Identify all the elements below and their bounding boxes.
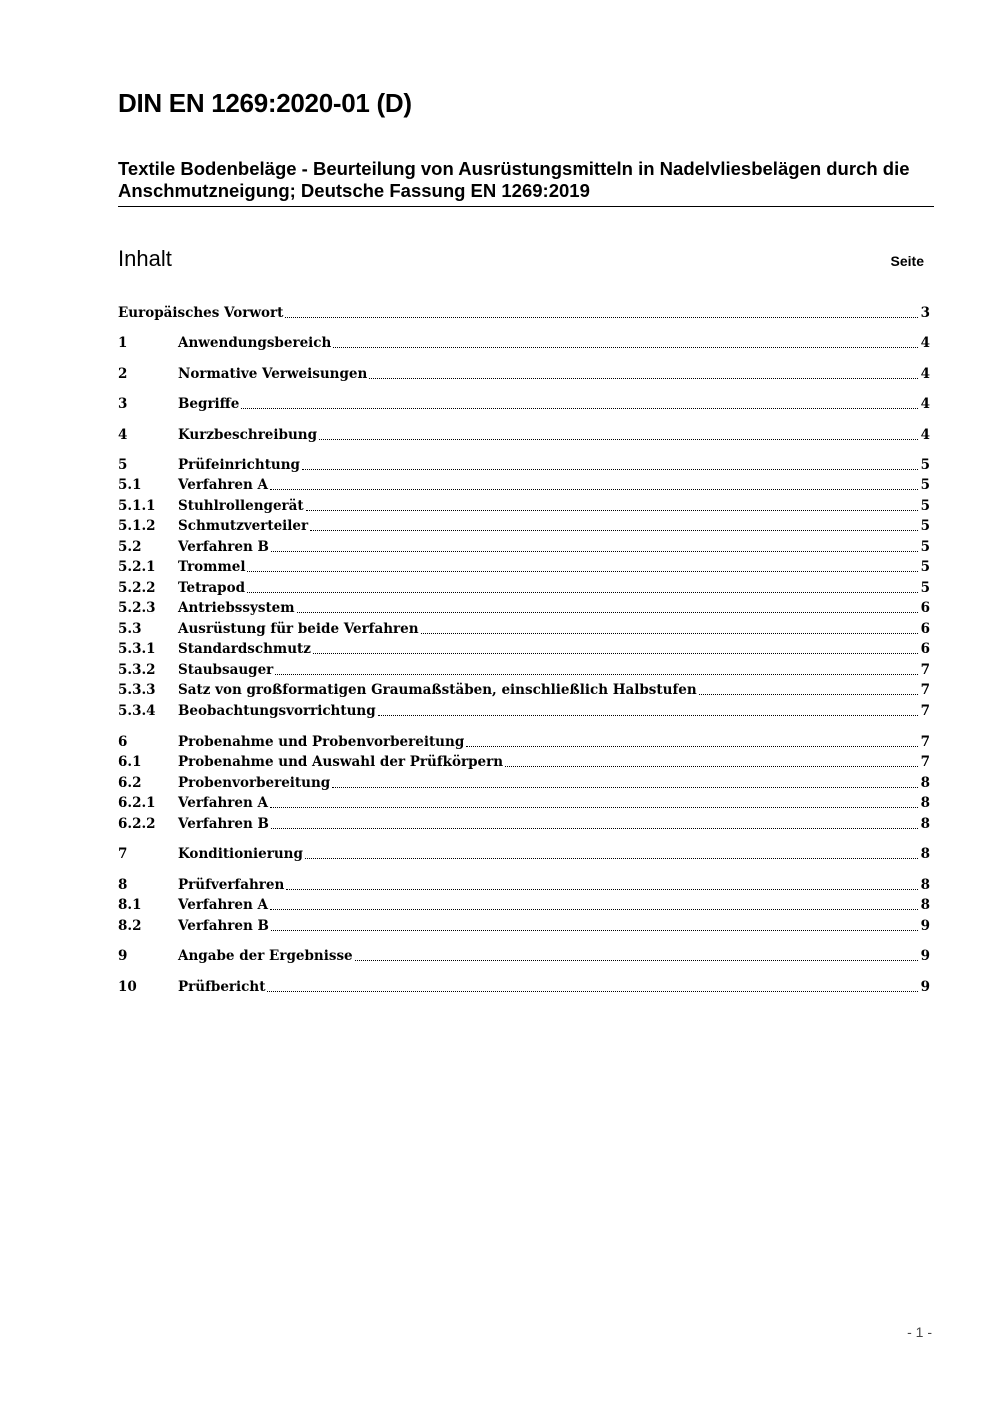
toc-entry-number: 5.3.2 (118, 662, 156, 678)
toc-entry-number: 7 (118, 846, 128, 862)
toc-dot-leader (369, 378, 918, 379)
toc-dot-leader (247, 571, 918, 572)
toc-entry[interactable] (118, 363, 930, 383)
toc-entry-number: 6.1 (118, 754, 142, 770)
toc-entry-number: 5.2 (118, 539, 142, 555)
toc-entry-page: 8 (920, 816, 930, 832)
toc-entry-page: 4 (920, 396, 930, 412)
toc-entry[interactable] (118, 894, 930, 914)
toc-dot-leader (333, 347, 918, 348)
toc-entry-title: Begriffe (178, 396, 240, 412)
toc-entry-title: Angabe der Ergebnisse (178, 948, 353, 964)
toc-entry-title: Kurzbeschreibung (178, 427, 318, 443)
toc-entry[interactable] (118, 424, 930, 444)
toc-dot-leader (306, 510, 918, 511)
toc-entry-title: Probenahme und Probenvorbereitung (178, 734, 465, 750)
toc-entry-page: 8 (920, 775, 930, 791)
toc-entry[interactable] (118, 700, 930, 720)
toc-entry-title: Verfahren B (178, 539, 269, 555)
toc-page-column-label: Seite (890, 253, 924, 269)
toc-heading: Inhalt (118, 246, 172, 271)
toc-entry[interactable] (118, 474, 930, 494)
toc-entry-title: Verfahren A (178, 477, 268, 493)
toc-entry[interactable] (118, 843, 930, 863)
toc-dot-leader (313, 653, 918, 654)
toc-entry[interactable] (118, 813, 930, 833)
toc-dot-leader (310, 530, 918, 531)
toc-dot-leader (699, 694, 918, 695)
toc-dot-leader (267, 991, 918, 992)
toc-entry-title: Normative Verweisungen (178, 366, 368, 382)
toc-entry-page: 9 (920, 948, 930, 964)
toc-entry-page: 9 (920, 979, 930, 995)
title-divider (118, 206, 934, 207)
toc-entry-title: Prüfbericht (178, 979, 266, 995)
toc-entry[interactable] (118, 332, 930, 352)
toc-entry-number: 5.2.1 (118, 559, 156, 575)
toc-entry-page: 9 (920, 918, 930, 934)
toc-entry-number: 5.1 (118, 477, 142, 493)
toc-dot-leader (355, 960, 918, 961)
toc-entry[interactable] (118, 874, 930, 894)
toc-dot-leader (270, 807, 918, 808)
toc-dot-leader (332, 787, 918, 788)
toc-dot-leader (247, 592, 918, 593)
toc-entry-title: Tetrapod (178, 580, 246, 596)
toc-entry-title: Satz von großformatigen Graumaßstäben, einschließlich Halbstufen (178, 682, 697, 698)
toc-entry[interactable] (118, 945, 930, 965)
toc-entry-page: 4 (920, 427, 930, 443)
toc-entry-number: 5.1.1 (118, 498, 156, 514)
toc-entry-title: Stuhlrollengerät (178, 498, 304, 514)
toc-entry-number: 4 (118, 427, 128, 443)
toc-entry-title: Probenahme und Auswahl der Prüfkörpern (178, 754, 504, 770)
toc-entry-number: 10 (118, 979, 137, 995)
toc-entry[interactable] (118, 515, 930, 535)
toc-entry-page: 4 (920, 366, 930, 382)
toc-entry-number: 5.3 (118, 621, 142, 637)
toc-entry-page: 7 (920, 662, 930, 678)
toc-dot-leader (286, 889, 918, 890)
toc-entry[interactable] (118, 751, 930, 771)
toc-entry-number: 6.2.2 (118, 816, 156, 832)
toc-entry-page: 5 (920, 539, 930, 555)
toc-entry-page: 5 (920, 559, 930, 575)
toc-entry[interactable] (118, 495, 930, 515)
toc-entry-page: 5 (920, 580, 930, 596)
toc-dot-leader (319, 439, 918, 440)
toc-entry-page: 8 (920, 897, 930, 913)
toc-entry-title: Verfahren A (178, 795, 268, 811)
toc-entry-title: Anwendungsbereich (178, 335, 332, 351)
toc-entry-number: 1 (118, 335, 128, 351)
toc-dot-leader (285, 317, 918, 318)
toc-entry-title: Antriebssystem (178, 600, 295, 616)
toc-entry[interactable] (118, 556, 930, 576)
toc-entry-page: 8 (920, 846, 930, 862)
toc-entry-title: Europäisches Vorwort (118, 305, 284, 321)
toc-entry-page: 7 (920, 682, 930, 698)
toc-dot-leader (271, 930, 918, 931)
toc-entry[interactable] (118, 638, 930, 658)
toc-entry[interactable] (118, 618, 930, 638)
toc-entry-number: 8.2 (118, 918, 142, 934)
toc-entry-number: 5.3.4 (118, 703, 156, 719)
document-subtitle: Textile Bodenbeläge - Beurteilung von Ausrüstungsmitteln in Nadelvliesbelägen durch die Anschmutzneigung; Deutsche Fassung EN 1269:2019 (118, 158, 910, 201)
toc-entry-number: 6.2 (118, 775, 142, 791)
toc-entry-number: 8.1 (118, 897, 142, 913)
toc-entry-title: Konditionierung (178, 846, 303, 862)
toc-entry-number: 5.2.2 (118, 580, 156, 596)
toc-entry[interactable] (118, 792, 930, 812)
toc-entry-number: 6 (118, 734, 128, 750)
toc-entry[interactable] (118, 679, 930, 699)
toc-dot-leader (466, 746, 918, 747)
toc-entry-page: 8 (920, 795, 930, 811)
toc-dot-leader (505, 766, 918, 767)
toc-entry[interactable] (118, 393, 930, 413)
toc-entry-title: Ausrüstung für beide Verfahren (178, 621, 419, 637)
toc-entry-page: 7 (920, 754, 930, 770)
toc-entry-number: 5.1.2 (118, 518, 156, 534)
toc-entry-title: Schmutzverteiler (178, 518, 309, 534)
toc-entry-number: 6.2.1 (118, 795, 156, 811)
document-title: DIN EN 1269:2020-01 (D) (118, 88, 412, 118)
toc-entry[interactable] (118, 302, 930, 322)
toc-dot-leader (297, 612, 918, 613)
toc-entry-page: 5 (920, 518, 930, 534)
toc-dot-leader (270, 489, 918, 490)
toc-entry-title: Verfahren B (178, 816, 269, 832)
toc-entry[interactable] (118, 536, 930, 556)
toc-entry[interactable] (118, 976, 930, 996)
toc-entry-number: 5.3.3 (118, 682, 156, 698)
toc-entry-page: 5 (920, 457, 930, 473)
toc-dot-leader (305, 858, 918, 859)
toc-entry-number: 9 (118, 948, 128, 964)
toc-entry-title: Beobachtungsvorrichtung (178, 703, 376, 719)
toc-dot-leader (378, 715, 918, 716)
toc-dot-leader (275, 674, 918, 675)
toc-entry-number: 5.3.1 (118, 641, 156, 657)
toc-entry-title: Prüfeinrichtung (178, 457, 301, 473)
toc-entry-page: 7 (920, 734, 930, 750)
toc-entry-number: 2 (118, 366, 128, 382)
toc-dot-leader (302, 469, 918, 470)
toc-dot-leader (241, 408, 918, 409)
toc-entry-number: 5.2.3 (118, 600, 156, 616)
toc-dot-leader (270, 909, 918, 910)
toc-dot-leader (271, 828, 918, 829)
toc-entry[interactable] (118, 659, 930, 679)
toc-entry-page: 5 (920, 477, 930, 493)
toc-dot-leader (421, 633, 918, 634)
toc-entry-page: 5 (920, 498, 930, 514)
toc-entry-title: Probenvorbereitung (178, 775, 331, 791)
toc-dot-leader (271, 551, 918, 552)
toc-entry[interactable] (118, 915, 930, 935)
toc-entry-page: 3 (920, 305, 930, 321)
toc-entry[interactable] (118, 772, 930, 792)
toc-entry-number: 3 (118, 396, 128, 412)
toc-entry[interactable] (118, 731, 930, 751)
toc-entry-page: 8 (920, 877, 930, 893)
toc-entry-page: 7 (920, 703, 930, 719)
toc-entry-title: Trommel (178, 559, 246, 575)
toc-entry-page: 4 (920, 335, 930, 351)
toc-entry-page: 6 (920, 600, 930, 616)
toc-entry-title: Verfahren A (178, 897, 268, 913)
toc-entry-title: Verfahren B (178, 918, 269, 934)
toc-entry-page: 6 (920, 621, 930, 637)
toc-entry-title: Prüfverfahren (178, 877, 285, 893)
toc-entry-number: 5 (118, 457, 128, 473)
toc-entry-page: 6 (920, 641, 930, 657)
toc-entry[interactable] (118, 597, 930, 617)
toc-entry[interactable] (118, 577, 930, 597)
toc-entry-number: 8 (118, 877, 128, 893)
page-number-footer: - 1 - (907, 1324, 932, 1340)
toc-entry-title: Standardschmutz (178, 641, 311, 657)
toc-entry-title: Staubsauger (178, 662, 274, 678)
toc-entry[interactable] (118, 454, 930, 474)
